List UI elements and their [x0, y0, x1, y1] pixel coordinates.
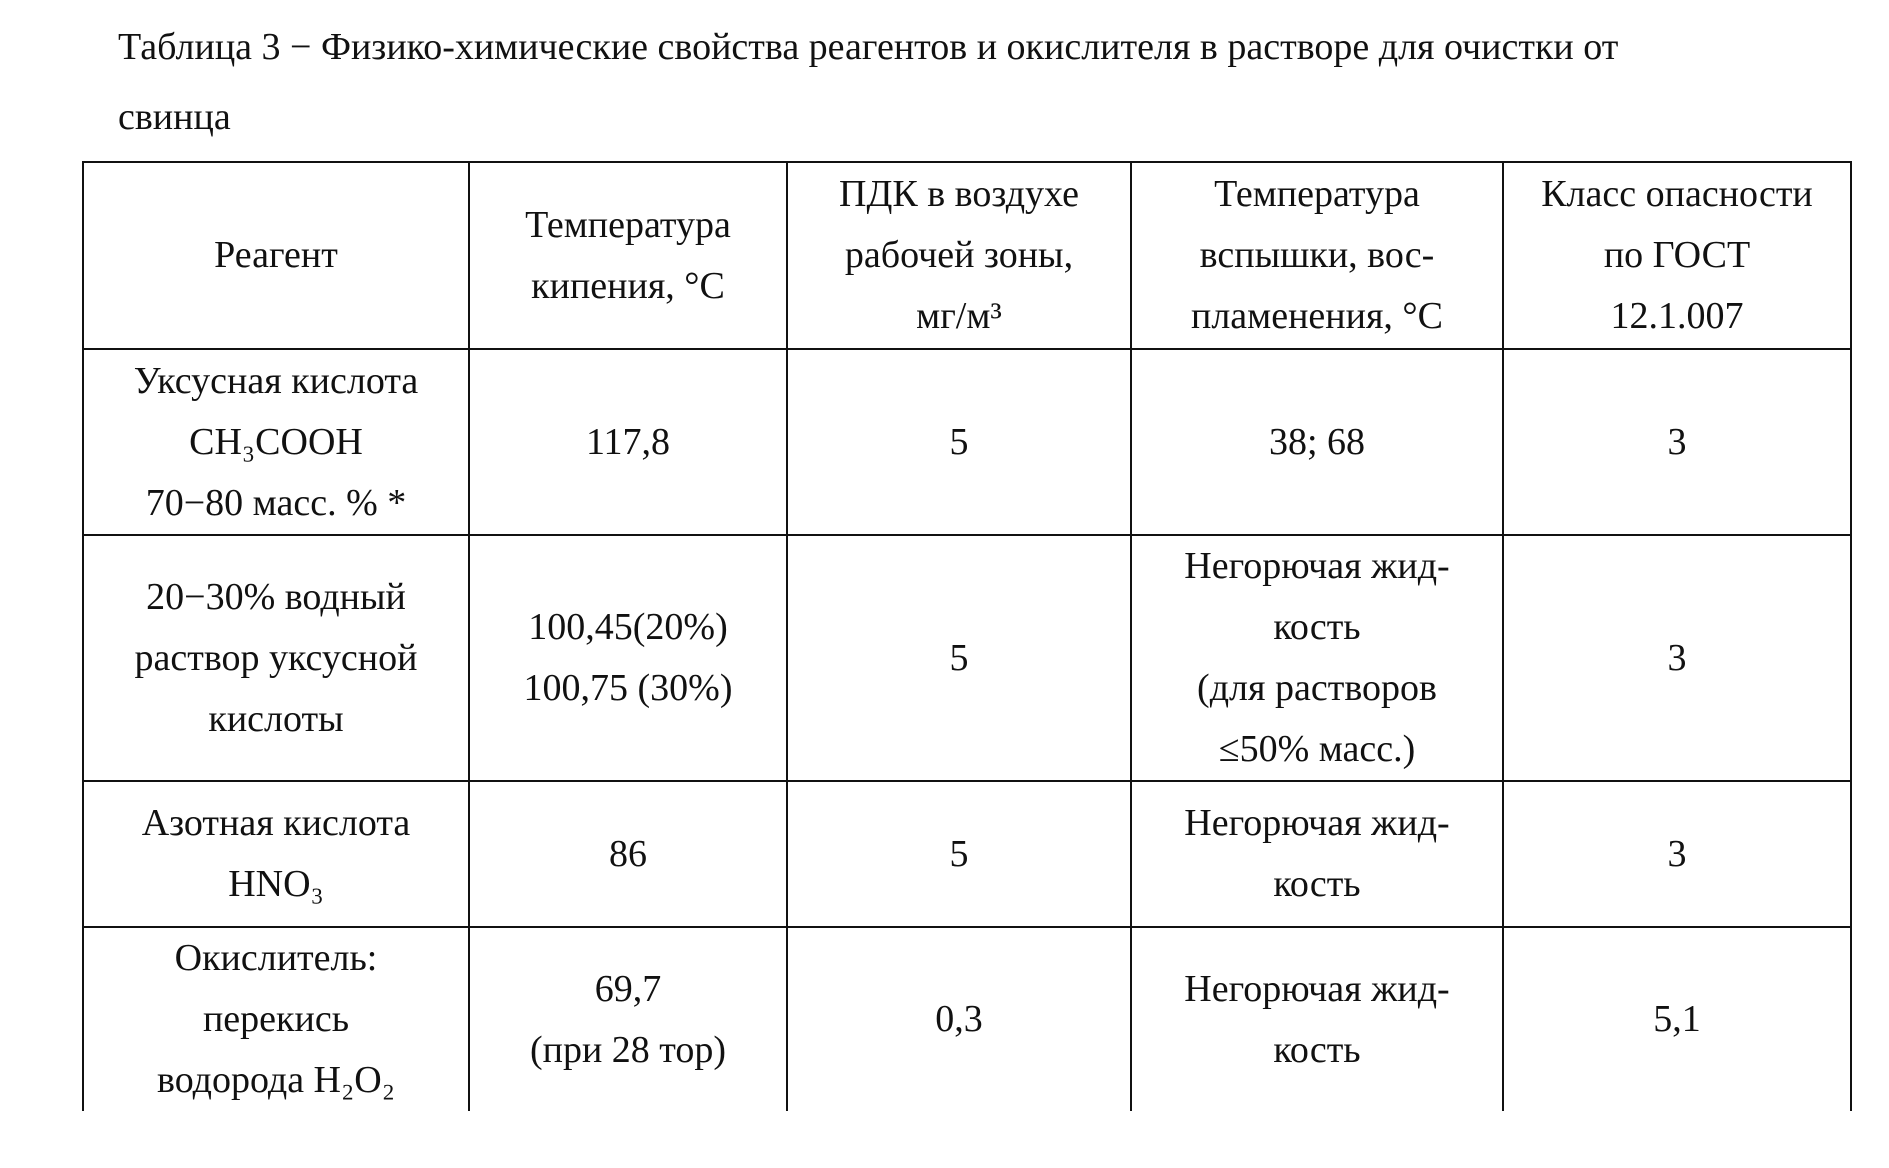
- cell-text: Негорючая жид-: [1184, 545, 1450, 587]
- cell-text: 100,45(20%): [528, 606, 728, 648]
- table-caption: [118, 12, 1818, 152]
- header-mac-line-2: рабочей зоны,: [844, 234, 1074, 276]
- cell-text: 70−80 масс. % *: [145, 481, 407, 524]
- header-flash-point: [1131, 162, 1503, 349]
- cell-text: водорода H₂O₂: [157, 1059, 395, 1101]
- cell-flash-point: [1131, 535, 1503, 781]
- cell-mac: [787, 781, 1131, 927]
- cell-hazard-class: [1503, 535, 1851, 781]
- header-boiling-point: [469, 162, 787, 349]
- cell-text: ≤50% масс.): [1218, 728, 1416, 770]
- cell-reagent: [83, 781, 469, 927]
- cell-hazard-class: [1503, 927, 1851, 1111]
- cell-boiling-point: [469, 927, 787, 1111]
- header-hazard-line-3: 12.1.007: [1610, 295, 1744, 337]
- cell-text: 38; 68: [1268, 420, 1366, 463]
- cell-text: 86: [609, 832, 647, 875]
- cell-text: перекись: [202, 998, 350, 1040]
- cell-text: (при 28 тор): [529, 1028, 727, 1071]
- cell-text: 3: [1667, 420, 1687, 463]
- cell-flash-point: [1131, 349, 1503, 535]
- cell-hazard-class: [1503, 781, 1851, 927]
- header-flash-line-2: вспышки, вос-: [1199, 234, 1435, 276]
- cell-text: кость: [1273, 863, 1361, 905]
- cell-text: 69,7: [594, 967, 662, 1010]
- cell-text: 5: [949, 420, 969, 463]
- cell-text: 100,75 (30%): [523, 667, 733, 709]
- cell-text: кость: [1273, 606, 1361, 648]
- cell-reagent: [83, 535, 469, 781]
- cell-text: Азотная кислота: [141, 802, 411, 844]
- cell-text: 0,3: [935, 998, 983, 1040]
- cell-boiling-point: [469, 781, 787, 927]
- cell-reagent: [83, 927, 469, 1111]
- cell-reagent: [83, 349, 469, 535]
- cell-text: CH₃COOH: [189, 420, 363, 463]
- header-mac-line-3: мг/м³: [916, 295, 1002, 337]
- cell-text: (для растворов: [1197, 667, 1437, 709]
- cell-text: HNO₃: [228, 863, 324, 905]
- caption-line-2: свинца: [118, 96, 231, 138]
- table-row: [83, 349, 1851, 535]
- cell-text: раствор уксусной: [134, 636, 418, 679]
- cell-text: 3: [1667, 636, 1687, 679]
- cell-text: кость: [1273, 1028, 1361, 1071]
- header-boiling-line-1: Температура: [525, 203, 731, 246]
- header-flash-line-3: пламенения, °С: [1191, 295, 1443, 337]
- header-mac: [787, 162, 1131, 349]
- cell-text: Негорючая жид-: [1184, 802, 1450, 844]
- cell-text: 5: [949, 832, 969, 875]
- cell-text: 5: [949, 636, 969, 679]
- properties-table: [82, 161, 1852, 1111]
- header-reagent: [83, 162, 469, 349]
- header-hazard-line-1: Класс опасности: [1541, 173, 1813, 215]
- cell-mac: [787, 349, 1131, 535]
- cell-text: Негорючая жид-: [1184, 967, 1450, 1010]
- cell-flash-point: [1131, 927, 1503, 1111]
- cell-text: Окислитель:: [174, 937, 378, 979]
- cell-mac: [787, 535, 1131, 781]
- cell-flash-point: [1131, 781, 1503, 927]
- header-flash-line-1: Температура: [1214, 173, 1420, 215]
- header-mac-line-1: ПДК в воздухе: [839, 173, 1079, 215]
- cell-hazard-class: [1503, 349, 1851, 535]
- table-row: [83, 781, 1851, 927]
- cell-mac: [787, 927, 1131, 1111]
- cell-text: кислоты: [208, 697, 344, 740]
- table-header-row: [83, 162, 1851, 349]
- cell-text: 5,1: [1653, 998, 1701, 1040]
- table-row: [83, 927, 1851, 1111]
- header-boiling-line-2: кипения, °С: [531, 264, 725, 307]
- header-hazard-line-2: по ГОСТ: [1603, 234, 1751, 276]
- cell-text: 117,8: [585, 420, 671, 463]
- header-hazard-class: [1503, 162, 1851, 349]
- cell-text: 3: [1667, 832, 1687, 875]
- header-reagent-line: Реагент: [214, 234, 338, 276]
- cell-boiling-point: [469, 349, 787, 535]
- cell-text: Уксусная кислота: [133, 359, 419, 402]
- cell-boiling-point: [469, 535, 787, 781]
- cell-text: 20−30% водный: [146, 575, 406, 618]
- caption-line-1: Таблица 3 − Физико-химические свойства реагентов и окислителя в растворе для очистки от: [118, 26, 1619, 68]
- table-row: [83, 535, 1851, 781]
